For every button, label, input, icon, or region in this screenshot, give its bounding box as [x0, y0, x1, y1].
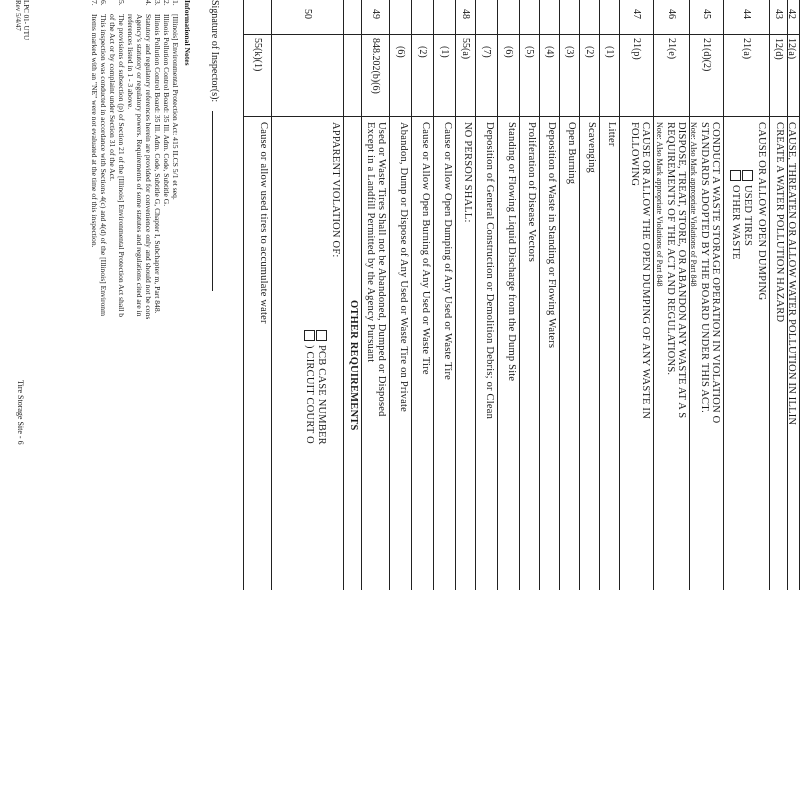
- section-reference: 55(a): [460, 38, 471, 60]
- section-reference: 12(d): [773, 38, 784, 60]
- subsection-number: (6): [395, 46, 406, 58]
- note-text: Statutory and regulatory references herein are provided for convenience only and should not be cons: [144, 14, 153, 320]
- item-number: 44: [741, 9, 752, 19]
- table-row: [689, 0, 724, 590]
- item-note: Note: Also Mark appropriate Violations of Part 848: [689, 122, 698, 287]
- item-description: Scavenging: [586, 122, 597, 173]
- item-description: Used or Waste Tires Shall not be Abandoned, Dumped or Disposed: [376, 122, 387, 417]
- checkbox[interactable]: [742, 170, 753, 181]
- option-label: OTHER WASTE: [730, 185, 741, 260]
- section-header: OTHER REQUIREMENTS: [348, 300, 359, 431]
- note-line: [126, 0, 135, 600]
- checkbox[interactable]: [316, 330, 327, 341]
- note-line: [135, 0, 144, 600]
- table-row: [243, 0, 272, 590]
- note-line: [90, 0, 99, 600]
- note-number: 6.: [99, 0, 108, 6]
- note-number: 2.: [162, 0, 171, 6]
- table-row: [579, 0, 600, 590]
- table-bottom-border: [243, 0, 244, 590]
- option-checkbox-row[interactable]: [741, 170, 753, 638]
- table-row: [519, 0, 540, 590]
- item-description: Open Burning: [566, 122, 577, 185]
- form-code: LPC 01- UTU: [22, 0, 30, 41]
- table-row: [539, 0, 560, 590]
- item-description-continued: Except in a Landfill Permitted by the Agency Pursuant: [365, 122, 376, 363]
- item-description: CREATE A WATER POLLUTION HAZARD: [774, 122, 785, 323]
- note-line: [99, 0, 108, 600]
- note-line: [108, 0, 117, 600]
- footer-left: [14, 0, 30, 40]
- table-row: [455, 0, 476, 590]
- table-row: [475, 0, 498, 590]
- signature-label: Signature of Inspector(s):: [209, 0, 220, 103]
- table-row: [271, 0, 344, 590]
- item-number: 42: [786, 9, 797, 19]
- subsection-number: (6): [503, 46, 514, 58]
- item-description: Litter: [606, 122, 617, 147]
- checkbox[interactable]: [304, 330, 315, 341]
- item-number: 46: [666, 9, 677, 19]
- item-description: Deposition of General Construction or Demolition Debris; or Clean: [484, 122, 495, 420]
- note-line: [162, 0, 171, 600]
- note-text: Illinois Pollution Control Board: 35 Ill. Adm. Code, Subtitle G, Chapter I, Subchapter m, Part 848.: [153, 14, 162, 314]
- item-description: Standing or Flowing Liquid Discharge from the Dump Site: [506, 122, 517, 382]
- item-description: Cause or Allow Open Dumping of Any Used or Waste Tire: [442, 122, 453, 381]
- note-line: [153, 0, 162, 600]
- item-number: 50: [302, 9, 313, 19]
- section-reference: 21(d)(2): [701, 38, 712, 72]
- table-row: [769, 0, 788, 590]
- item-description: NO PERSON SHALL:: [462, 122, 473, 223]
- section-reference: 55(k)(1): [252, 38, 263, 72]
- subsection-number: (2): [417, 46, 428, 58]
- note-line: [117, 0, 126, 600]
- table-row: [433, 0, 456, 590]
- option-checkbox-row[interactable]: [729, 170, 741, 638]
- violation-table: [244, 0, 800, 590]
- table-row: [619, 0, 654, 590]
- table-row: [559, 0, 580, 590]
- table-row: [599, 0, 620, 590]
- subsection-number: (2): [584, 46, 595, 58]
- table-row: [787, 0, 800, 590]
- subsection-number: (1): [604, 46, 615, 58]
- item-description: CAUSE OR ALLOW OPEN DUMPING: [756, 122, 767, 301]
- item-description: APPARENT VIOLATION OF:: [330, 122, 341, 258]
- section-reference: 848.202(b)(6): [370, 38, 381, 94]
- note-line: [144, 0, 153, 600]
- item-description: Cause or allow used tires to accumulate water: [258, 122, 269, 324]
- item-description: CONDUCT A WASTE STORAGE OPERATION IN VIOLATION O: [710, 122, 721, 424]
- option-label: USED TIRES: [742, 185, 753, 247]
- table-row: [343, 0, 362, 590]
- item-description-continued: REQUIREMENTS OF THE ACT AND REGULATIONS.: [665, 122, 676, 376]
- table-row: [389, 0, 412, 590]
- subsection-number: (7): [481, 46, 492, 58]
- item-description: CAUSE OR ALLOW THE OPEN DUMPING OF ANY WASTE IN: [640, 122, 651, 419]
- item-description: Deposition of Waste in Standing or Flowing Waters: [546, 122, 557, 349]
- column-divider: [244, 34, 800, 35]
- note-text: This inspection was conducted in accordance with Sections 4(c) and 4(d) of the [Illinois] Environm: [99, 14, 108, 316]
- note-number: 4.: [144, 0, 153, 6]
- item-description-continued: STANDARDS ADOPTED BY THE BOARD UNDER THIS ACT.: [699, 122, 710, 413]
- form-revision: Rev 5/4/47: [14, 0, 22, 31]
- table-row: [723, 0, 770, 590]
- item-number: 43: [773, 9, 784, 19]
- note-number: 7.: [90, 0, 99, 6]
- item-description: Abandon, Dump or Dispose of Any Used or Waste Tire on Private: [398, 122, 409, 412]
- note-text: Items marked with an "NE" were not evaluated at the time of this inspection.: [90, 14, 99, 248]
- note-text: [Illinois] Environmental Protection Act: 415 ILCS 5/1 et seq.: [171, 14, 180, 200]
- note-text: Illinois Pollution Control Board: 35 Ill. Adm. Code, Subtitle G.: [162, 14, 171, 207]
- option-label: ) CIRCUIT COURT O: [304, 345, 315, 444]
- item-description: Cause or Allow Open Burning of Any Used or Waste Tire: [420, 122, 431, 375]
- table-row: [497, 0, 520, 590]
- item-note: Note: Also Mark appropriate Violations of Part 848: [655, 122, 664, 287]
- option-checkbox-row[interactable]: [315, 330, 327, 798]
- item-number: 47: [631, 9, 642, 19]
- option-checkbox-row[interactable]: [303, 330, 315, 798]
- subsection-number: (5): [524, 46, 535, 58]
- signature-line: [209, 0, 220, 600]
- item-description: CAUSE, THREATEN OR ALLOW WATER POLLUTION IN ILLIN: [786, 122, 797, 426]
- section-reference: 12(a): [786, 38, 797, 60]
- note-text: of the Act or by complaint under Section 31 of the Act.: [108, 14, 117, 182]
- note-text: Agency's statutory or regulatory powers. Requirements of some statutes and regulations cited are in: [135, 14, 144, 317]
- table-row: [361, 0, 390, 590]
- item-number: 49: [370, 9, 381, 19]
- informational-notes: [2, 0, 192, 610]
- section-reference: 21(e): [666, 38, 677, 60]
- notes-title: Informational Notes: [183, 0, 192, 66]
- subsection-number: (1): [439, 46, 450, 58]
- item-description: Proliferation of Disease Vectors: [526, 122, 537, 263]
- checkbox[interactable]: [730, 170, 741, 181]
- subsection-number: (3): [564, 46, 575, 58]
- note-number: 1.: [171, 0, 180, 6]
- item-description-continued: FOLLOWING: [629, 122, 640, 187]
- footer-right: Tire Storage Site - 6: [16, 380, 25, 445]
- table-row: [411, 0, 434, 590]
- table-row: [653, 0, 690, 590]
- column-divider: [244, 116, 800, 117]
- section-reference: 21(a): [741, 38, 752, 60]
- note-number: 3.: [153, 0, 162, 6]
- item-number: 48: [460, 9, 471, 19]
- note-number: 5.: [117, 0, 126, 6]
- note-text: The provisions of subsection (p) of Section 21 of the [Illinois] Environmental Protection Act shall b: [117, 14, 126, 318]
- note-text: references listed in 1 - 3 above.: [126, 14, 135, 110]
- note-line: [171, 0, 180, 600]
- item-number: 45: [701, 9, 712, 19]
- subsection-number: (4): [544, 46, 555, 58]
- item-description: DISPOSE, TREAT, STORE, OR ABANDON ANY WASTE AT A S: [676, 122, 687, 419]
- option-label: PCB CASE NUMBER: [316, 345, 327, 445]
- section-reference: 21(p): [631, 38, 642, 60]
